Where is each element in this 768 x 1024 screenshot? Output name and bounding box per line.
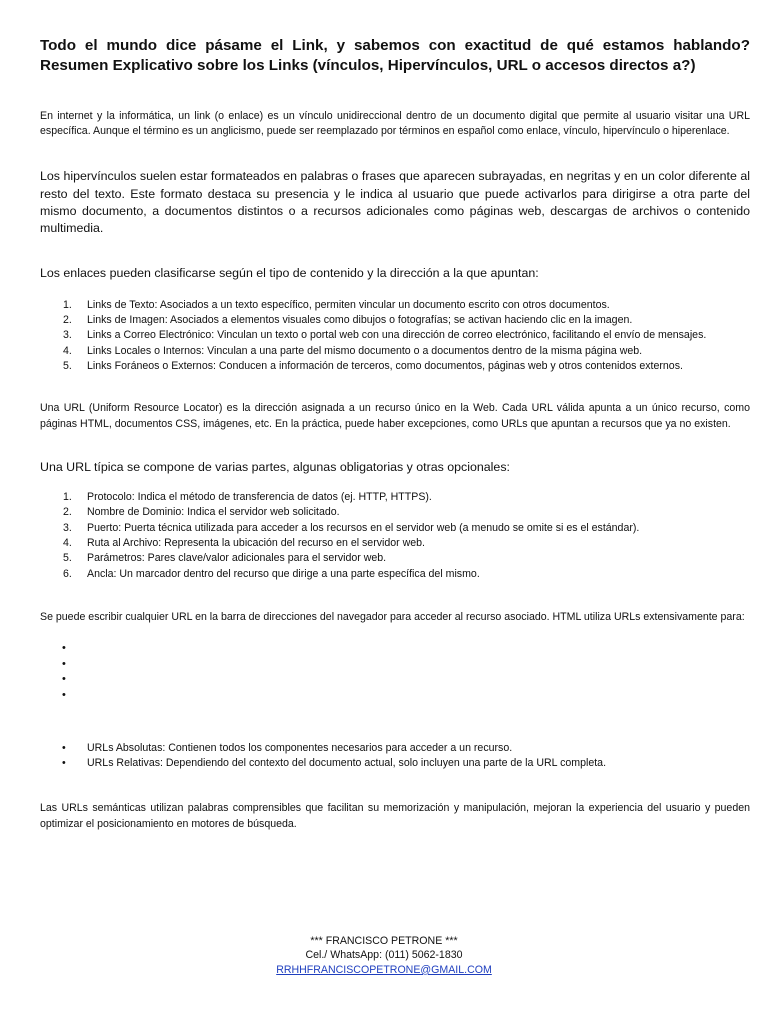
title-line-1: Todo el mundo dice pásame el Link, y sabemos con exactitud de qué estamos hablando? bbox=[40, 37, 750, 54]
bullet-icon: • bbox=[62, 673, 66, 686]
list-item: 2. Nombre de Dominio: Indica el servidor web solicitado. bbox=[63, 506, 340, 519]
list-item: 4. Links Locales o Internos: Vinculan a una parte del mismo documento o a documentos dentro de la misma página web. bbox=[63, 344, 643, 357]
list-item: • URLs Relativas: Dependiendo del contexto del documento actual, solo incluyen una parte de la URL completa. bbox=[40, 756, 750, 771]
list-item: 3. Links a Correo Electrónico: Vinculan un texto o portal web con una dirección de correo electrónico, facilitando el envío de mensajes. bbox=[63, 329, 707, 342]
list-item: • URLs Absolutas: Contienen todos los componentes necesarios para acceder a un recurso. bbox=[40, 741, 750, 756]
url-parts-list bbox=[40, 490, 750, 582]
document-page bbox=[40, 36, 750, 832]
parts-heading: Una URL típica se compone de varias partes, algunas obligatorias y otras opcionales: bbox=[40, 459, 510, 474]
title-line-2: Resumen Explicativo sobre los Links (vínculos, Hipervínculos, URL o accesos directos a?) bbox=[40, 57, 696, 74]
list-item bbox=[40, 688, 750, 704]
document-footer bbox=[0, 934, 768, 977]
document-title bbox=[40, 36, 750, 76]
semantic-paragraph: Las URLs semánticas utilizan palabras comprensibles que facilitan su memorización y manipulación, mejoran la experiencia del usuario y pueden optimizar el posicionamiento en motores de búsqueda. bbox=[40, 802, 750, 830]
list-item bbox=[40, 657, 750, 673]
empty-bullet-list bbox=[40, 641, 750, 704]
author-email-link[interactable]: RRHHFRANCISCOPETRONE@GMAIL.COM bbox=[276, 963, 492, 976]
format-paragraph: Los hipervínculos suelen estar formateados en palabras o frases que aparecen subrayadas, en negritas y en un color diferente al resto del texto. Este formato destaca su presencia y le indica al usuario que puede activarlos para dirigirse a otra parte del mismo documento, a documentos distintos o a recursos adicionales como páginas web, descargas de archivos o contenido multimedia. bbox=[40, 169, 750, 236]
list-item: 2. Links de Imagen: Asociados a elementos visuales como dibujos o fotografías; se activan haciendo clic en la imagen. bbox=[63, 314, 633, 327]
intro-paragraph: En internet y la informática, un link (o enlace) es un vínculo unidireccional dentro de un documento digital que permite al usuario visitar una URL específica. Aunque el término es un anglicismo, puede ser reemplazado por términos en español como enlace, vínculo, hipervínculo o hiperenlace. bbox=[40, 110, 750, 138]
url-kinds-list bbox=[40, 741, 750, 772]
bullet-icon: • bbox=[62, 741, 66, 754]
list-item: 1. Links de Texto: Asociados a un texto específico, permiten vincular un documento escrito con otros documentos. bbox=[63, 298, 610, 311]
list-item bbox=[40, 672, 750, 688]
list-item: 3. Puerto: Puerta técnica utilizada para acceder a los recursos en el servidor web (a menudo se omite si es el estándar). bbox=[63, 521, 640, 534]
list-item: 6. Ancla: Un marcador dentro del recurso que dirige a una parte específica del mismo. bbox=[63, 567, 480, 580]
list-item: 1. Protocolo: Indica el método de transferencia de datos (ej. HTTP, HTTPS). bbox=[63, 491, 432, 504]
list-item: 5. Links Foráneos o Externos: Conducen a información de terceros, como documentos, páginas web y otros contenidos externos. bbox=[63, 360, 683, 373]
list-item bbox=[40, 641, 750, 657]
bullet-icon: • bbox=[62, 642, 66, 655]
list-item: 4. Ruta al Archivo: Representa la ubicación del recurso en el servidor web. bbox=[63, 536, 426, 549]
classification-heading: Los enlaces pueden clasificarse según el tipo de contenido y la dirección a la que apuntan: bbox=[40, 265, 539, 280]
author-name: *** FRANCISCO PETRONE *** bbox=[310, 935, 458, 947]
bullet-icon: • bbox=[62, 757, 66, 770]
html-paragraph: Se puede escribir cualquier URL en la barra de direcciones del navegador para acceder al recurso asociado. HTML utiliza URLs extensivamente para: bbox=[40, 610, 745, 623]
author-phone: Cel./ WhatsApp: (011) 5062-1830 bbox=[305, 949, 463, 962]
bullet-icon: • bbox=[62, 657, 66, 670]
link-types-list bbox=[40, 298, 750, 374]
bullet-icon: • bbox=[62, 689, 66, 702]
url-paragraph: Una URL (Uniform Resource Locator) es la dirección asignada a un recurso único en la Web. Cada URL válida apunta a un único recurso, como páginas HTML, documentos CSS, imágenes, etc. En la práctica, puede haber excepciones, como URLs que apuntan a recursos que ya no existen. bbox=[40, 402, 750, 430]
list-item: 5. Parámetros: Pares clave/valor adicionales para el servidor web. bbox=[63, 552, 387, 565]
